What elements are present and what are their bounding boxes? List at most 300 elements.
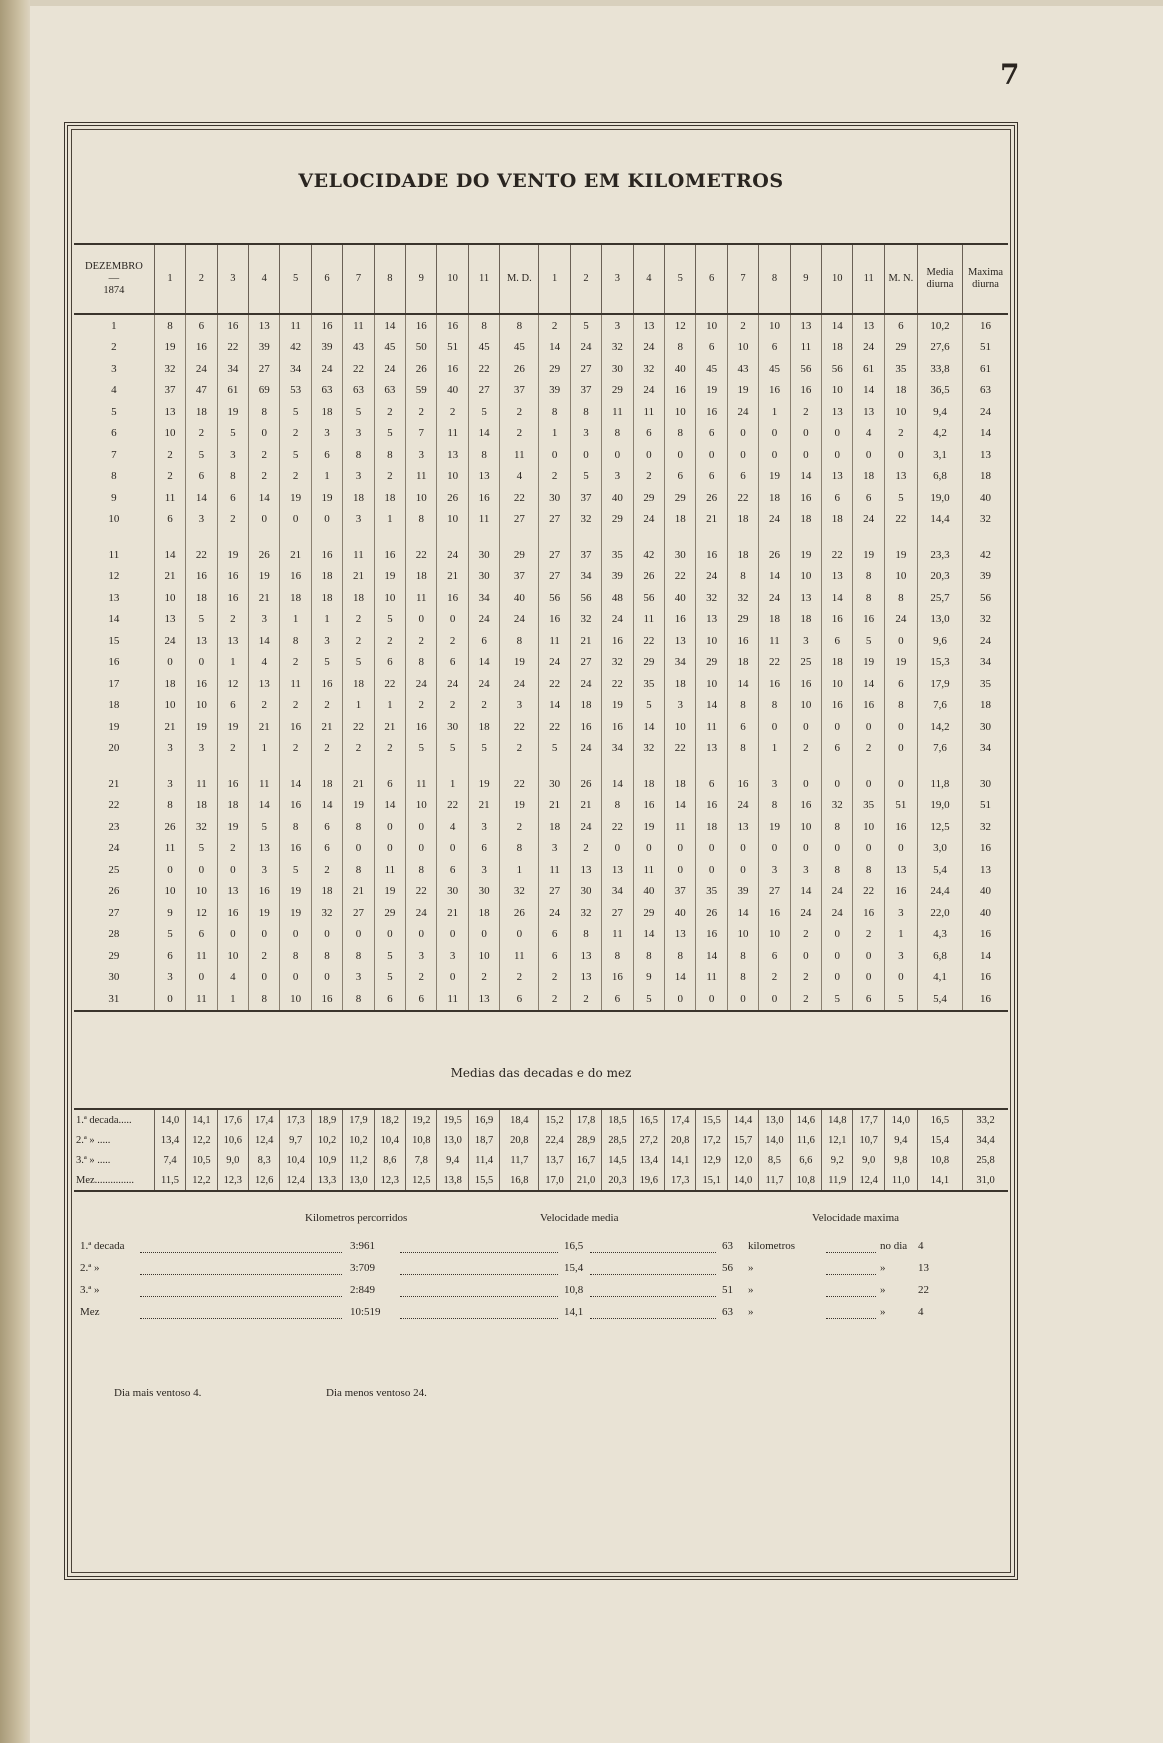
value-cell: 16 xyxy=(822,695,853,717)
gap-cell xyxy=(917,530,962,544)
value-cell: 8 xyxy=(853,566,884,588)
value-cell: 17,9 xyxy=(917,673,962,695)
value-cell: 14 xyxy=(696,695,727,717)
value-cell: 3 xyxy=(570,423,601,445)
value-cell: 1 xyxy=(437,773,468,795)
value-cell: 11 xyxy=(406,466,437,488)
value-cell: 24 xyxy=(500,673,539,695)
value-cell: 16 xyxy=(759,902,790,924)
value-cell: 16 xyxy=(280,716,311,738)
hour-am-header: 1 xyxy=(154,244,185,314)
value-cell: 10 xyxy=(406,487,437,509)
value-cell: 0 xyxy=(884,773,917,795)
value-cell: 11 xyxy=(539,859,570,881)
value-cell: 16 xyxy=(186,673,217,695)
decade-value: 17,4 xyxy=(665,1109,696,1130)
value-cell: 14 xyxy=(822,587,853,609)
value-cell: 16 xyxy=(963,924,1008,946)
value-cell: 18 xyxy=(311,401,342,423)
value-cell: 18 xyxy=(633,773,664,795)
day-cell: 13 xyxy=(108,591,120,604)
value-cell: 6 xyxy=(374,773,405,795)
value-cell: 21 xyxy=(570,795,601,817)
value-cell: 0 xyxy=(280,924,311,946)
dot-leader xyxy=(826,1262,876,1275)
gap-cell xyxy=(74,530,154,544)
summary-max: 56 xyxy=(722,1262,733,1274)
decade-value: 14,8 xyxy=(822,1109,853,1130)
value-cell: 16 xyxy=(217,314,248,337)
value-cell: 32 xyxy=(633,358,664,380)
value-cell: 6 xyxy=(853,487,884,509)
value-cell: 4 xyxy=(437,816,468,838)
value-cell: 16 xyxy=(437,358,468,380)
value-cell: 0 xyxy=(406,816,437,838)
value-cell: 6,8 xyxy=(917,466,962,488)
value-cell: 18 xyxy=(822,337,853,359)
hour-pm-header: 1 xyxy=(539,244,570,314)
value-cell: 0 xyxy=(406,838,437,860)
value-cell: 34 xyxy=(963,652,1008,674)
value-cell: 0 xyxy=(790,773,821,795)
value-cell: 40 xyxy=(665,902,696,924)
value-cell: 2 xyxy=(500,738,539,760)
value-cell: 11 xyxy=(759,630,790,652)
gap-cell xyxy=(570,759,601,773)
decade-value: 17,3 xyxy=(280,1109,311,1130)
decade-value: 14,0 xyxy=(727,1170,758,1191)
decade-value: 19,5 xyxy=(437,1109,468,1130)
decade-value: 17,3 xyxy=(665,1170,696,1191)
value-cell: 0 xyxy=(853,838,884,860)
summary-km: 10:519 xyxy=(350,1306,381,1318)
value-cell: 0 xyxy=(539,444,570,466)
gap-cell xyxy=(759,530,790,544)
hour-pm-header: 10 xyxy=(822,244,853,314)
value-cell: 18 xyxy=(311,881,342,903)
value-cell: 21 xyxy=(154,716,185,738)
decade-row xyxy=(74,1150,1008,1170)
value-cell: 53 xyxy=(280,380,311,402)
summary-day-label: » xyxy=(880,1262,886,1274)
value-cell: 16 xyxy=(311,673,342,695)
gap-cell xyxy=(696,759,727,773)
value-cell: 0 xyxy=(790,716,821,738)
value-cell: 30 xyxy=(570,881,601,903)
value-cell: 24 xyxy=(822,881,853,903)
value-cell: 6 xyxy=(154,945,185,967)
decade-value: 18,4 xyxy=(500,1109,539,1130)
value-cell: 30 xyxy=(539,773,570,795)
decade-value: 6,6 xyxy=(790,1150,821,1170)
value-cell: 11 xyxy=(602,924,633,946)
value-cell: 26 xyxy=(570,773,601,795)
summary-km: 3:709 xyxy=(350,1262,376,1274)
value-cell: 16 xyxy=(280,566,311,588)
gap-cell xyxy=(917,759,962,773)
decade-value: 33,2 xyxy=(963,1109,1008,1130)
value-cell: 5 xyxy=(570,466,601,488)
value-cell: 24 xyxy=(570,738,601,760)
value-cell: 6 xyxy=(437,859,468,881)
value-cell: 30 xyxy=(468,881,499,903)
value-cell: 35 xyxy=(633,673,664,695)
value-cell: 6 xyxy=(186,466,217,488)
gap-cell xyxy=(633,530,664,544)
value-cell: 40 xyxy=(602,487,633,509)
decade-value: 10,8 xyxy=(790,1170,821,1191)
decade-value: 16,8 xyxy=(500,1170,539,1191)
value-cell: 37 xyxy=(570,487,601,509)
decade-value: 10,6 xyxy=(217,1130,248,1150)
value-cell: 22 xyxy=(500,487,539,509)
value-cell: 18 xyxy=(311,773,342,795)
value-cell: 10 xyxy=(696,673,727,695)
decade-value: 17,9 xyxy=(343,1109,374,1130)
value-cell: 18 xyxy=(343,587,374,609)
decade-value: 13,7 xyxy=(539,1150,570,1170)
value-cell: 40 xyxy=(963,902,1008,924)
value-cell: 24 xyxy=(437,673,468,695)
value-cell: 0 xyxy=(884,967,917,989)
summary-media: 16,5 xyxy=(564,1240,584,1252)
value-cell: 18 xyxy=(217,795,248,817)
value-cell: 1 xyxy=(343,695,374,717)
value-cell: 0 xyxy=(154,652,185,674)
value-cell: 10 xyxy=(884,566,917,588)
value-cell: 0 xyxy=(790,423,821,445)
value-cell: 22 xyxy=(727,487,758,509)
value-cell: 61 xyxy=(853,358,884,380)
table-row xyxy=(74,609,1008,631)
value-cell: 5 xyxy=(374,967,405,989)
value-cell: 13 xyxy=(468,988,499,1011)
value-cell: 18 xyxy=(963,695,1008,717)
value-cell: 0 xyxy=(217,859,248,881)
value-cell: 63 xyxy=(374,380,405,402)
value-cell: 26 xyxy=(406,358,437,380)
gap-cell xyxy=(665,530,696,544)
value-cell: 8 xyxy=(665,337,696,359)
value-cell: 23,3 xyxy=(917,544,962,566)
value-cell: 24 xyxy=(500,609,539,631)
value-cell: 16 xyxy=(186,566,217,588)
value-cell: 2 xyxy=(154,466,185,488)
hour-am-header: 11 xyxy=(468,244,499,314)
decade-value: 15,7 xyxy=(727,1130,758,1150)
day-cell: 1 xyxy=(111,319,117,332)
value-cell: 22 xyxy=(186,544,217,566)
value-cell: 35 xyxy=(696,881,727,903)
value-cell: 16 xyxy=(280,795,311,817)
value-cell: 10 xyxy=(759,314,790,337)
value-cell: 8 xyxy=(343,859,374,881)
value-cell: 29 xyxy=(727,609,758,631)
decade-value: 9,2 xyxy=(822,1150,853,1170)
value-cell: 14 xyxy=(633,924,664,946)
value-cell: 2 xyxy=(280,466,311,488)
value-cell: 16 xyxy=(665,609,696,631)
value-cell: 0 xyxy=(570,444,601,466)
value-cell: 8 xyxy=(884,587,917,609)
value-cell: 6 xyxy=(884,673,917,695)
value-cell: 37 xyxy=(665,881,696,903)
value-cell: 30 xyxy=(539,487,570,509)
gap-cell xyxy=(280,759,311,773)
gap-cell xyxy=(406,530,437,544)
dot-leader xyxy=(590,1240,716,1253)
value-cell: 40 xyxy=(963,881,1008,903)
value-cell: 0 xyxy=(884,444,917,466)
value-cell: 2 xyxy=(884,423,917,445)
summary-row xyxy=(80,1284,940,1304)
value-cell: 10 xyxy=(790,816,821,838)
value-cell: 39 xyxy=(727,881,758,903)
value-cell: 16 xyxy=(602,716,633,738)
value-cell: 30 xyxy=(602,358,633,380)
dot-leader xyxy=(140,1262,342,1275)
table-row xyxy=(74,380,1008,402)
value-cell: 18 xyxy=(665,673,696,695)
value-cell: 0 xyxy=(696,988,727,1011)
dot-leader xyxy=(140,1284,342,1297)
decade-label: 2.ª » ..... xyxy=(76,1134,111,1146)
value-cell: 4 xyxy=(249,652,280,674)
gap-cell xyxy=(437,759,468,773)
value-cell: 18 xyxy=(822,652,853,674)
table-row xyxy=(74,838,1008,860)
day-cell: 28 xyxy=(108,928,120,941)
value-cell: 21 xyxy=(343,773,374,795)
value-cell: 1 xyxy=(217,652,248,674)
value-cell: 22 xyxy=(759,652,790,674)
value-cell: 19 xyxy=(374,566,405,588)
decade-value: 13,0 xyxy=(759,1109,790,1130)
decade-value: 9,0 xyxy=(853,1150,884,1170)
value-cell: 0 xyxy=(665,859,696,881)
value-cell: 0 xyxy=(468,924,499,946)
value-cell: 0 xyxy=(249,967,280,989)
gap-cell xyxy=(406,759,437,773)
value-cell: 0 xyxy=(633,444,664,466)
value-cell: 5,4 xyxy=(917,859,962,881)
value-cell: 14 xyxy=(665,795,696,817)
value-cell: 13 xyxy=(249,673,280,695)
value-cell: 0 xyxy=(665,838,696,860)
value-cell: 5 xyxy=(311,652,342,674)
header-row xyxy=(74,244,1008,314)
table-body xyxy=(74,314,1008,1011)
value-cell: 8 xyxy=(500,314,539,337)
value-cell: 5 xyxy=(374,609,405,631)
gap-cell xyxy=(822,530,853,544)
value-cell: 3 xyxy=(759,859,790,881)
wind-speed-table xyxy=(74,243,1008,1012)
decade-body xyxy=(74,1109,1008,1191)
value-cell: 18 xyxy=(853,466,884,488)
day-cell: 10 xyxy=(108,513,120,526)
dot-leader xyxy=(826,1284,876,1297)
value-cell: 2 xyxy=(500,401,539,423)
value-cell: 5 xyxy=(437,738,468,760)
value-cell: 18 xyxy=(570,695,601,717)
value-cell: 16 xyxy=(217,773,248,795)
gap-cell xyxy=(790,530,821,544)
hour-am-header: 6 xyxy=(311,244,342,314)
value-cell: 0 xyxy=(696,859,727,881)
decade-value: 19,2 xyxy=(406,1109,437,1130)
value-cell: 6 xyxy=(500,988,539,1011)
day-cell: 21 xyxy=(108,777,120,790)
value-cell: 6 xyxy=(727,716,758,738)
table-row xyxy=(74,988,1008,1011)
value-cell: 3 xyxy=(154,738,185,760)
summary-media: 15,4 xyxy=(564,1262,584,1274)
value-cell: 2 xyxy=(539,314,570,337)
value-cell: 5 xyxy=(406,738,437,760)
decade-value: 13,0 xyxy=(437,1130,468,1150)
value-cell: 21 xyxy=(570,630,601,652)
decade-value: 14,6 xyxy=(790,1109,821,1130)
value-cell: 8 xyxy=(343,988,374,1011)
value-cell: 0 xyxy=(759,988,790,1011)
value-cell: 3 xyxy=(406,945,437,967)
value-cell: 0 xyxy=(884,738,917,760)
value-cell: 29 xyxy=(633,902,664,924)
value-cell: 10 xyxy=(822,380,853,402)
value-cell: 8 xyxy=(280,630,311,652)
value-cell: 3 xyxy=(186,509,217,531)
dot-leader xyxy=(590,1262,716,1275)
value-cell: 2 xyxy=(790,924,821,946)
value-cell: 26 xyxy=(500,902,539,924)
value-cell: 19 xyxy=(280,902,311,924)
value-cell: 10 xyxy=(280,988,311,1011)
value-cell: 22 xyxy=(665,738,696,760)
table-row xyxy=(74,337,1008,359)
decade-row xyxy=(74,1130,1008,1150)
table-row xyxy=(74,945,1008,967)
value-cell: 8 xyxy=(570,401,601,423)
hour-pm-header: 8 xyxy=(759,244,790,314)
value-cell: 2 xyxy=(374,630,405,652)
value-cell: 6 xyxy=(822,487,853,509)
dot-leader xyxy=(826,1240,876,1253)
summary-day: 4 xyxy=(918,1306,924,1318)
value-cell: 0 xyxy=(665,444,696,466)
value-cell: 8 xyxy=(154,795,185,817)
decade-value: 13,4 xyxy=(633,1150,664,1170)
value-cell: 22 xyxy=(884,509,917,531)
value-cell: 14 xyxy=(696,945,727,967)
value-cell: 8 xyxy=(468,444,499,466)
value-cell: 22 xyxy=(633,630,664,652)
day-cell: 11 xyxy=(108,548,120,561)
gap-cell xyxy=(884,759,917,773)
value-cell: 24 xyxy=(727,795,758,817)
dot-leader xyxy=(590,1284,716,1297)
value-cell: 27 xyxy=(468,380,499,402)
value-cell: 0 xyxy=(374,816,405,838)
value-cell: 34 xyxy=(468,587,499,609)
gap-cell xyxy=(374,759,405,773)
value-cell: 36,5 xyxy=(917,380,962,402)
value-cell: 19 xyxy=(884,544,917,566)
value-cell: 0 xyxy=(249,509,280,531)
hour-pm-header: 4 xyxy=(633,244,664,314)
value-cell: 39 xyxy=(311,337,342,359)
gap-cell xyxy=(727,759,758,773)
value-cell: 16 xyxy=(853,695,884,717)
value-cell: 22 xyxy=(665,566,696,588)
value-cell: 18 xyxy=(311,566,342,588)
value-cell: 16 xyxy=(437,314,468,337)
gap-cell xyxy=(790,759,821,773)
value-cell: 39 xyxy=(249,337,280,359)
summary-label: Mez xyxy=(80,1306,100,1318)
value-cell: 4 xyxy=(217,967,248,989)
calmest-day: Dia menos ventoso 24. xyxy=(326,1387,427,1399)
dot-leader xyxy=(140,1240,342,1253)
value-cell: 11 xyxy=(186,773,217,795)
value-cell: 45 xyxy=(500,337,539,359)
decade-gap xyxy=(74,759,1008,773)
value-cell: 8 xyxy=(343,444,374,466)
value-cell: 2 xyxy=(280,695,311,717)
value-cell: 26 xyxy=(696,487,727,509)
value-cell: 13 xyxy=(633,314,664,337)
value-cell: 0 xyxy=(154,988,185,1011)
value-cell: 7,6 xyxy=(917,695,962,717)
hour-am-header: 5 xyxy=(280,244,311,314)
decade-value: 14,0 xyxy=(759,1130,790,1150)
dot-leader xyxy=(400,1240,558,1253)
value-cell: 40 xyxy=(633,881,664,903)
value-cell: 8 xyxy=(154,314,185,337)
summary-day: 4 xyxy=(918,1240,924,1252)
decade-value: 18,5 xyxy=(602,1109,633,1130)
value-cell: 3 xyxy=(154,773,185,795)
value-cell: 16 xyxy=(790,795,821,817)
value-cell: 14 xyxy=(374,314,405,337)
gap-cell xyxy=(539,530,570,544)
summary-media: 10,8 xyxy=(564,1284,584,1296)
value-cell: 14 xyxy=(539,337,570,359)
decade-value: 16,9 xyxy=(468,1109,499,1130)
value-cell: 32 xyxy=(963,609,1008,631)
value-cell: 0 xyxy=(884,838,917,860)
value-cell: 5 xyxy=(154,924,185,946)
value-cell: 18 xyxy=(822,509,853,531)
table-row xyxy=(74,773,1008,795)
value-cell: 42 xyxy=(963,544,1008,566)
value-cell: 21 xyxy=(280,544,311,566)
value-cell: 12 xyxy=(665,314,696,337)
value-cell: 0 xyxy=(727,988,758,1011)
value-cell: 13 xyxy=(822,466,853,488)
value-cell: 24 xyxy=(963,401,1008,423)
value-cell: 8 xyxy=(759,695,790,717)
value-cell: 13 xyxy=(665,630,696,652)
value-cell: 32 xyxy=(822,795,853,817)
summary-day-label: no dia xyxy=(880,1240,908,1252)
decade-value: 15,2 xyxy=(539,1109,570,1130)
value-cell: 29 xyxy=(539,358,570,380)
value-cell: 16 xyxy=(602,630,633,652)
value-cell: 29 xyxy=(500,544,539,566)
value-cell: 35 xyxy=(884,358,917,380)
value-cell: 30 xyxy=(437,716,468,738)
